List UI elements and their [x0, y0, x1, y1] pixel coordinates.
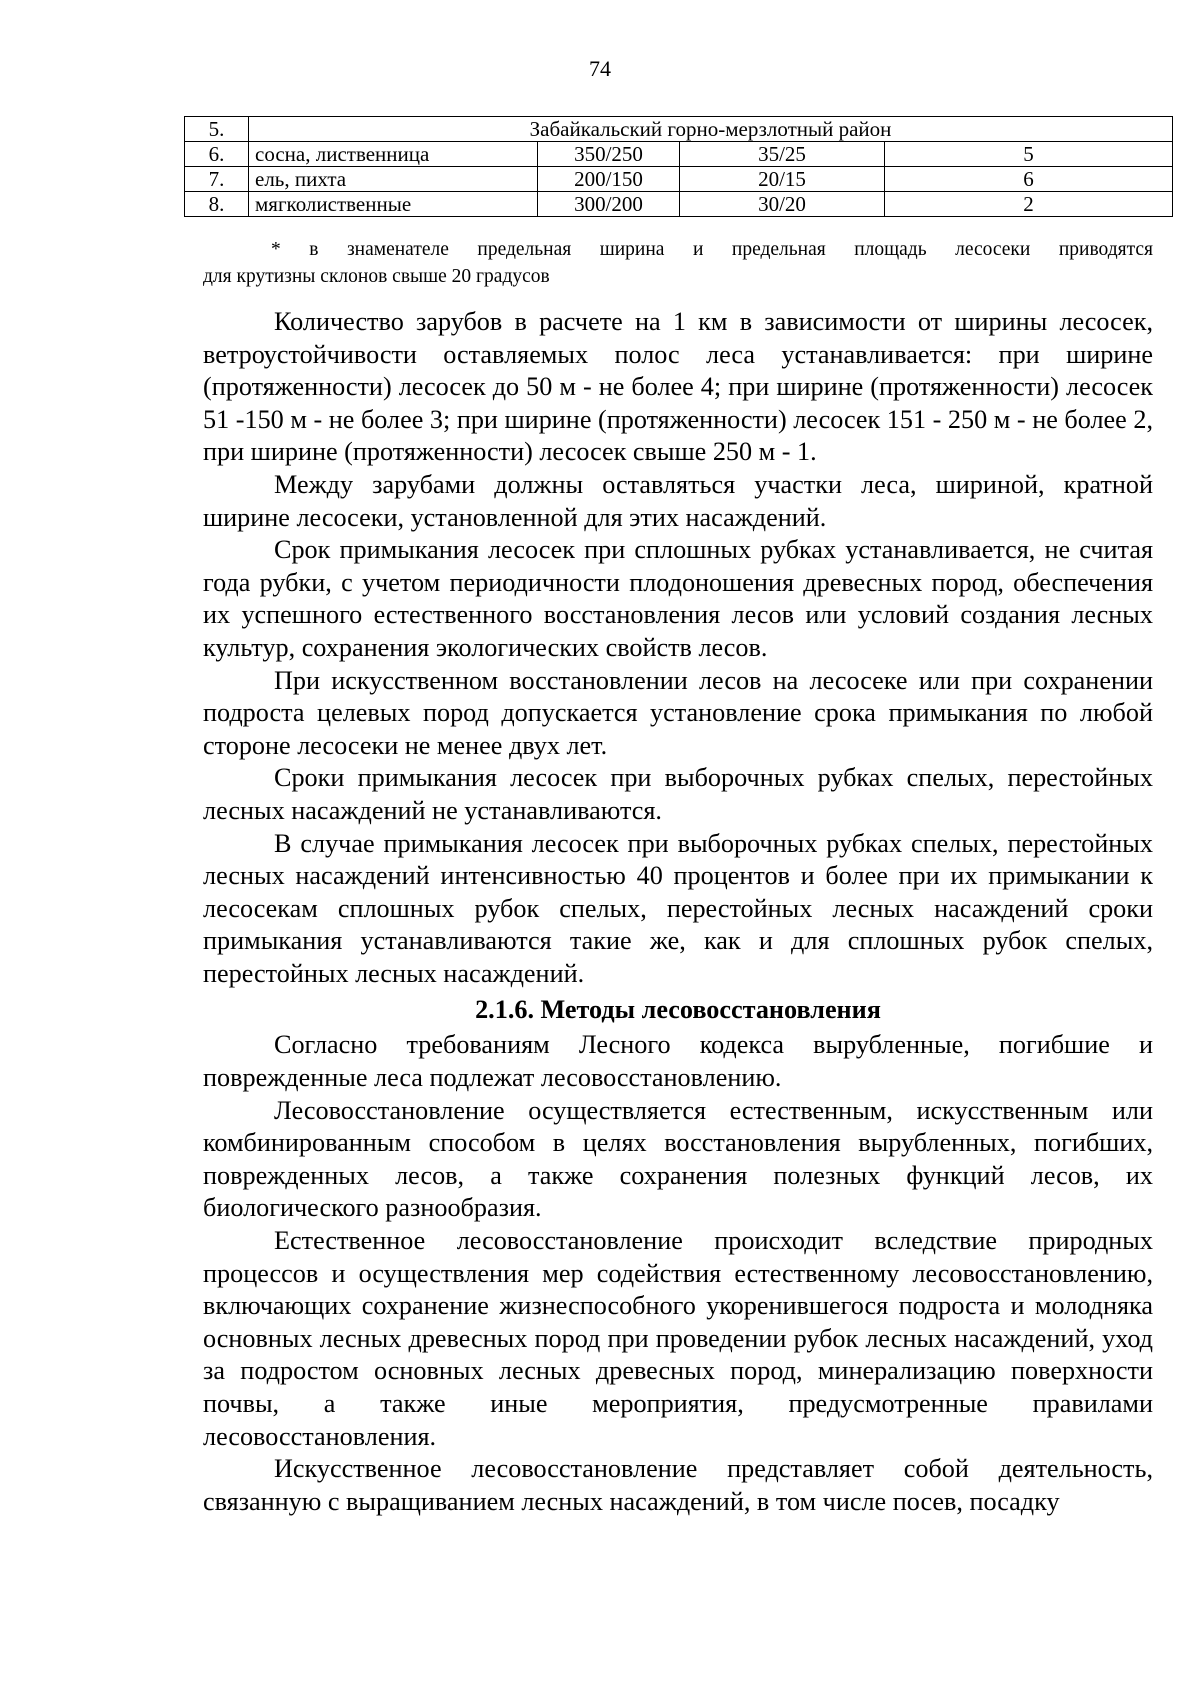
row-number: 8. [185, 192, 249, 217]
table-footnote [203, 236, 1153, 290]
section-heading: 2.1.6. Методы лесовосстановления [475, 995, 881, 1025]
paragraph: Согласно требованиям Лесного кодекса вырубленные, погибшие и поврежденные леса подлежат лесовосстановлению. [203, 1030, 1153, 1093]
paragraph: Срок примыкания лесосек при сплошных рубках устанавливается, не считая года рубки, с учетом периодичности плодоношения древесных пород, обеспечения их успешного естественного восстановления лесов или условий создания лесных культур, сохранения экологических свойств лесов. [203, 535, 1153, 662]
row-number: 6. [185, 142, 249, 167]
area-cell: 35/25 [680, 142, 885, 167]
table-row [185, 142, 1173, 167]
table-row [185, 167, 1173, 192]
width-cell: 350/250 [538, 142, 680, 167]
paragraph: Сроки примыкания лесосек при выборочных рубках спелых, перестойных лесных насаждений не устанавливаются. [203, 763, 1153, 825]
paragraph: Между зарубами должны оставляться участки леса, шириной, кратной ширине лесосеки, установленной для этих насаждений. [203, 469, 1153, 532]
region-header: Забайкальский горно-мерзлотный район [249, 117, 1173, 142]
footnote-line-2: для крутизны склонов свыше 20 градусов [203, 266, 550, 287]
paragraph: При искусственном восстановлении лесов на лесосеке или при сохранении подроста целевых пород допускается установление срока примыкания по любой стороне лесосеки не менее двух лет. [203, 665, 1153, 760]
document-body [203, 306, 1153, 1518]
paragraph: В случае примыкания лесосек при выборочных рубках спелых, перестойных лесных насаждений интенсивностью 40 процентов и более при их примыкании к лесосекам сплошных рубок спелых, перестойных лесных насаждений сроки примыкания устанавливаются такие же, как и для сплошных рубок спелых, перестойных лесных насаждений. [203, 828, 1153, 988]
width-cell: 200/150 [538, 167, 680, 192]
species-cell: мягколиственные [249, 192, 538, 217]
table-row [185, 117, 1173, 142]
table-row [185, 192, 1173, 217]
species-cell: сосна, лиственница [249, 142, 538, 167]
paragraph: Искусственное лесовосстановление представляет собой деятельность, связанную с выращиванием лесных насаждений, в том числе посев, посадку [203, 1454, 1153, 1516]
area-cell: 20/15 [680, 167, 885, 192]
row-number: 7. [185, 167, 249, 192]
count-cell: 2 [885, 192, 1173, 217]
width-cell: 300/200 [538, 192, 680, 217]
cutting-norms-table [184, 116, 1173, 217]
paragraph: Лесовосстановление осуществляется естественным, искусственным или комбинированным способом в целях восстановления вырубленных, погибших, поврежденных лесов, а также сохранения полезных функций лесов, их биологического разнообразия. [203, 1095, 1153, 1223]
row-number: 5. [185, 117, 249, 142]
count-cell: 5 [885, 142, 1173, 167]
species-cell: ель, пихта [249, 167, 538, 192]
paragraph: Количество зарубов в расчете на 1 км в зависимости от ширины лесосек, ветроустойчивости оставляемых полос леса устанавливается: при ширине (протяженности) лесосек до 50 м - не более 4; при ширине (протяженности) лесосек 51 -150 м - не более 3; при ширине (протяженности) лесосек 151 - 250 м - не более 2, при ширине (протяженности) лесосек свыше 250 м - 1. [203, 307, 1153, 467]
page-number: 74 [589, 56, 611, 81]
area-cell: 30/20 [680, 192, 885, 217]
footnote-line-1: * в знаменателе предельная ширина и предельная площадь лесосеки приводятся [271, 239, 1153, 260]
count-cell: 6 [885, 167, 1173, 192]
paragraph: Естественное лесовосстановление происходит вследствие природных процессов и осуществления мер содействия естественному лесовосстановлению, включающих сохранение жизнеспособного укоренившегося подроста и молодняка основных лесных древесных пород при проведении рубок лесных насаждений, уход за подростом основных лесных древесных пород, минерализацию поверхности почвы, а также иные мероприятия, предусмотренные правилами лесовосстановления. [203, 1226, 1153, 1451]
